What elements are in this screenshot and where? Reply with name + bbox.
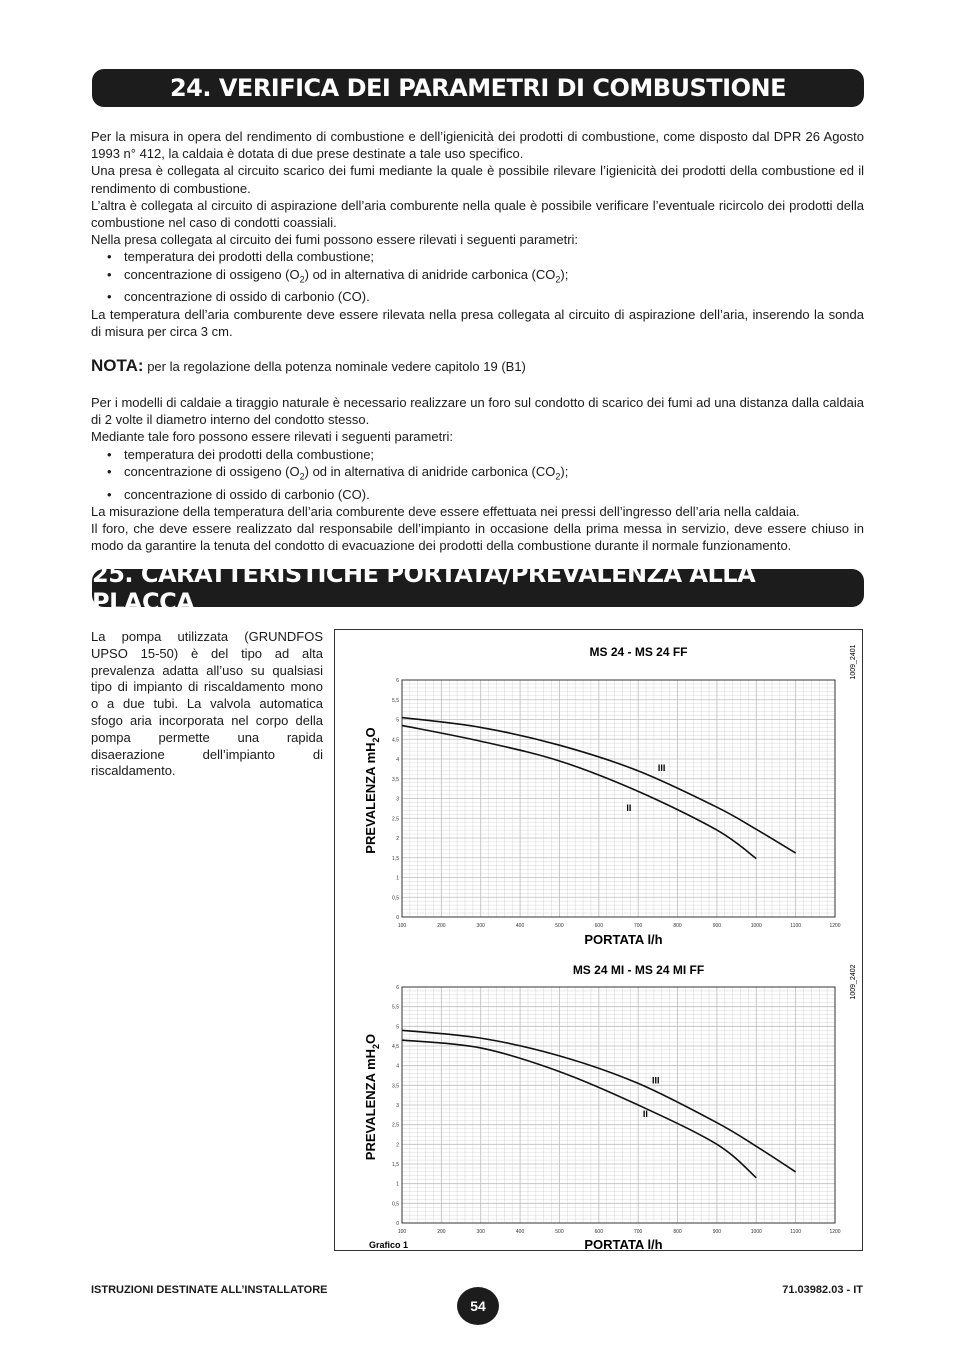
section-25-title: 25. CARATTERISTICHE PORTATA/PREVALENZA ALLA PLACCA xyxy=(92,569,864,607)
x-tick-label: 700 xyxy=(634,923,643,929)
y-tick-label: 1 xyxy=(396,1181,399,1188)
list-item: • concentrazione di ossido di carbonio (CO). xyxy=(124,288,864,305)
figure-code: 1009_2402 xyxy=(850,964,857,1000)
y-tick-label: 4,5 xyxy=(392,737,399,744)
x-tick-label: 400 xyxy=(515,923,525,929)
paragraph: Mediante tale foro possono essere rilevati i seguenti parametri: xyxy=(91,429,454,445)
nota-label: NOTA: xyxy=(91,356,144,375)
section-24-body-2 xyxy=(91,394,864,554)
y-tick-label: 2 xyxy=(396,836,399,842)
section-24-body xyxy=(91,128,864,340)
y-tick-label: 6 xyxy=(396,678,399,684)
parameter-list-1 xyxy=(91,248,864,305)
x-tick-label: 800 xyxy=(673,923,682,929)
y-tick-label: 4 xyxy=(396,1063,399,1070)
y-tick-label: 0 xyxy=(396,915,399,921)
paragraph: Una presa è collegata al circuito scarico dei fumi mediante la quale è possibile rilevare l’igienicità dei prodotti della combustione ed il rendimento di combustione. xyxy=(91,163,864,196)
pump-description: La pompa utilizzata (GRUNDFOS UPSO 15-50) è del tipo ad alta prevalenza adatta all’uso su qualsiasi tipo di impianto di riscaldamento mono o a due tubi. La valvola automatica sfogo aria incorporata nel corpo della pompa permette una rapida disaerazione dell’impianto di riscaldamento. xyxy=(91,629,323,779)
x-tick-label: 500 xyxy=(555,923,564,929)
series-label: II xyxy=(642,1108,648,1119)
x-tick-label: 1100 xyxy=(790,1229,802,1235)
y-tick-label: 0,5 xyxy=(392,1201,399,1208)
paragraph: Il foro, che deve essere realizzato dal responsabile dell’impianto in occasione della prima messa in servizio, deve essere chiuso in modo da garantire la tenuta del condotto di evacuazione dei prodotti della combustione durante il normale funzionamento. xyxy=(91,521,864,554)
section-24-title: 24. VERIFICA DEI PARAMETRI DI COMBUSTIONE xyxy=(92,69,864,107)
y-tick-label: 5,5 xyxy=(392,1004,399,1011)
paragraph: La temperatura dell’aria comburente deve essere rilevata nella presa collegata al circuito di aspirazione dell’aria, inserendo la sonda di misura per circa 3 cm. xyxy=(91,306,864,339)
x-tick-label: 200 xyxy=(437,1229,446,1235)
paragraph: Per i modelli di caldaie a tiraggio naturale è necessario realizzare un foro sul condotto di scarico dei fumi ad una distanza dalla caldaia di 2 volte il diametro interno del condotto stesso. xyxy=(91,395,864,428)
list-item: • concentrazione di ossido di carbonio (CO). xyxy=(124,486,864,503)
x-tick-label: 1000 xyxy=(750,923,762,929)
nota xyxy=(91,356,526,376)
x-tick-label: 900 xyxy=(712,923,722,929)
x-tick-label: 1100 xyxy=(790,923,802,929)
y-tick-label: 3 xyxy=(396,796,399,803)
chart-1 xyxy=(363,644,857,947)
paragraph: Nella presa collegata al circuito dei fumi possono essere rilevati i seguenti parametri: xyxy=(91,232,579,248)
series-label: II xyxy=(626,803,632,814)
series-label: III xyxy=(657,762,666,773)
x-tick-label: 1200 xyxy=(829,1229,841,1235)
x-tick-label: 100 xyxy=(397,923,407,929)
y-tick-label: 1 xyxy=(396,875,399,882)
series-label: III xyxy=(651,1075,660,1086)
x-tick-label: 300 xyxy=(476,923,485,929)
x-tick-label: 900 xyxy=(712,1229,722,1235)
figure-code: 1009_2401 xyxy=(850,644,857,680)
x-tick-label: 200 xyxy=(437,923,446,929)
y-axis-label: PREVALENZA $mH_2O$ xyxy=(363,727,381,854)
y-tick-label: 3,5 xyxy=(392,776,399,783)
y-tick-label: 3,5 xyxy=(392,1083,399,1090)
chart-title: MS 24 - MS 24 FF xyxy=(589,645,688,659)
x-axis-label: PORTATA l/h xyxy=(584,932,663,947)
x-tick-label: 600 xyxy=(594,923,603,929)
y-tick-label: 5 xyxy=(396,717,399,724)
parameter-list-2 xyxy=(91,446,864,503)
pump-curve-charts xyxy=(335,630,862,1250)
x-tick-label: 600 xyxy=(594,1229,603,1235)
y-tick-label: 2,5 xyxy=(392,816,399,823)
x-axis-label: PORTATA l/h xyxy=(584,1237,663,1250)
chart-title: MS 24 MI - MS 24 MI FF xyxy=(572,963,705,977)
list-item: • temperatura dei prodotti della combustione; xyxy=(124,446,864,463)
chart-frame xyxy=(334,629,863,1251)
list-item: • concentrazione di ossigeno $(O_2)$ od in alternativa di anidride carbonica $(CO_2)$; xyxy=(124,463,864,486)
x-tick-label: 1200 xyxy=(829,923,841,929)
list-item: • temperatura dei prodotti della combustione; xyxy=(124,248,864,265)
x-tick-label: 800 xyxy=(673,1229,682,1235)
y-tick-label: 5 xyxy=(396,1024,399,1031)
list-item: • concentrazione di ossigeno $(O_2)$ od in alternativa di anidride carbonica $(CO_2)$; xyxy=(124,266,864,289)
nota-text: per la regolazione della potenza nominale vedere capitolo 19 (B1) xyxy=(147,359,526,374)
chart-2 xyxy=(363,963,857,1250)
x-tick-label: 500 xyxy=(555,1229,564,1235)
x-tick-label: 400 xyxy=(515,1229,525,1235)
y-tick-label: 2 xyxy=(396,1142,399,1149)
footer-left: ISTRUZIONI DESTINATE ALL’INSTALLATORE xyxy=(91,1284,328,1296)
y-tick-label: 1,5 xyxy=(392,855,399,862)
paragraph: La misurazione della temperatura dell’aria comburente deve essere effettuata nei pressi dell’ingresso dell’aria nella caldaia. xyxy=(91,503,800,519)
x-tick-label: 300 xyxy=(476,1229,485,1235)
figure-caption: Grafico 1 xyxy=(369,1240,409,1250)
y-tick-label: 4,5 xyxy=(392,1044,399,1050)
y-tick-label: 2,5 xyxy=(392,1122,399,1129)
footer-right: 71.03982.03 - IT xyxy=(782,1284,863,1296)
y-axis-label: PREVALENZA $mH_2O$ xyxy=(363,1033,381,1161)
paragraph: Per la misura in opera del rendimento di combustione e dell’igienicità dei prodotti di combustione, come disposto dal DPR 26 Agosto 1993 n° 412, la caldaia è dotata di due prese destinate a tale uso specifico. xyxy=(91,129,864,162)
y-tick-label: 1,5 xyxy=(392,1162,399,1168)
page-number: 54 xyxy=(457,1287,499,1325)
x-tick-label: 700 xyxy=(634,1229,643,1235)
paragraph: L’altra è collegata al circuito di aspirazione dell’aria comburente nella quale è possibile verificare l’eventuale ricircolo dei prodotti della combustione nel caso di condotti coassiali. xyxy=(91,197,864,231)
series-line-II xyxy=(402,725,756,858)
y-tick-label: 6 xyxy=(396,985,399,991)
x-tick-label: 1000 xyxy=(750,1229,762,1235)
x-tick-label: 100 xyxy=(397,1229,407,1235)
y-tick-label: 5,5 xyxy=(392,697,399,704)
y-tick-label: 4 xyxy=(396,757,399,763)
y-tick-label: 3 xyxy=(396,1103,399,1109)
y-tick-label: 0,5 xyxy=(392,895,399,902)
y-tick-label: 0 xyxy=(396,1221,399,1227)
